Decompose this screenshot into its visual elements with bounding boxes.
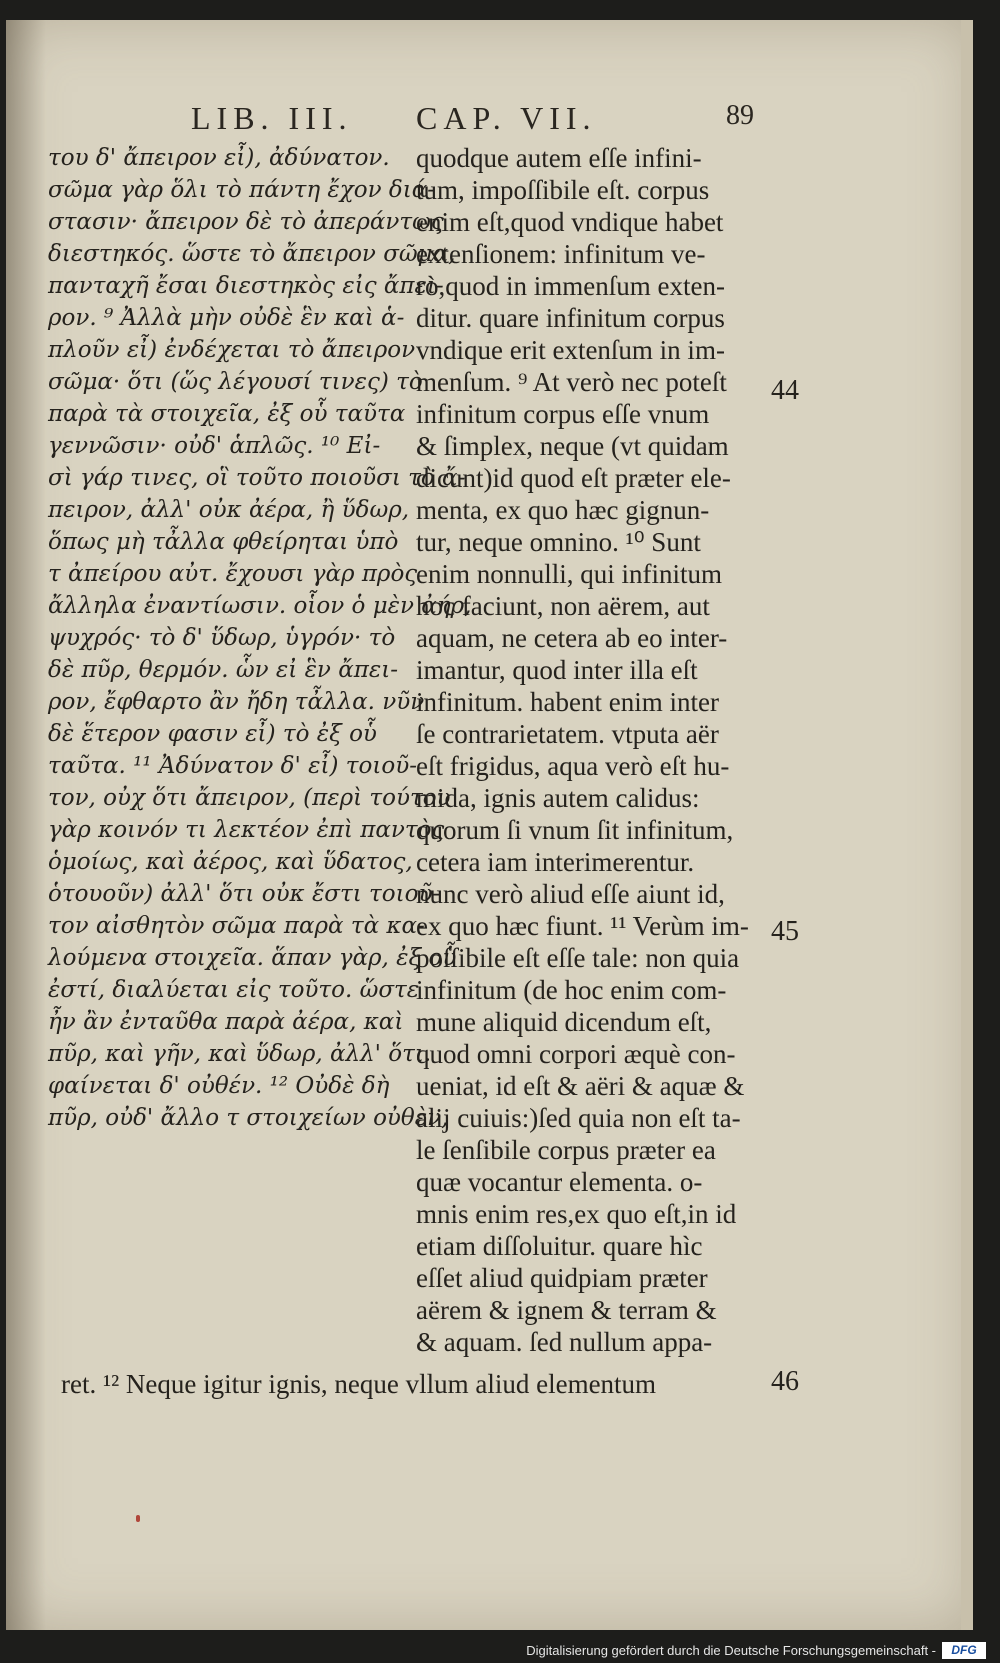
latin-text-line: imantur, quod inter illa eſt bbox=[416, 655, 698, 685]
latin-text-line: menta, ex quo hæc gignun- bbox=[416, 495, 710, 525]
latin-text-line: menſum. ⁹ At verò nec poteſt bbox=[416, 367, 727, 397]
greek-text-line: πλοῦν εἶ) ἐνδέχεται τὸ ἄπειρον bbox=[48, 337, 416, 363]
latin-text-line: le ſenſibile corpus præter ea bbox=[416, 1135, 716, 1165]
greek-text-line: ἦν ἂν ἐνταῦθα παρὰ ἀέρα, καὶ bbox=[48, 1009, 404, 1035]
latin-text-line: ex quo hæc fiunt. ¹¹ Verùm im- bbox=[416, 911, 749, 941]
greek-text-line: ψυχρός· τὸ δ' ὕδωρ, ὑγρόν· τὸ bbox=[48, 625, 396, 651]
latin-text-line: alij cuiuis:)ſed quia non eſt ta- bbox=[416, 1103, 741, 1133]
greek-text-line: γεννῶσιν· οὐδ' ἁπλῶς. ¹⁰ Εἰ- bbox=[48, 433, 381, 459]
latin-text-line: mida, ignis autem calidus: bbox=[416, 783, 700, 813]
latin-text-line: ditur. quare infinitum corpus bbox=[416, 303, 725, 333]
greek-text-line: σὶ γάρ τινες, οἳ τοῦτο ποιοῦσι τὸ ἄ- bbox=[48, 465, 466, 491]
spine-shadow bbox=[6, 20, 46, 1630]
latin-text-line: quorum ſi vnum ſit infinitum, bbox=[416, 815, 734, 845]
latin-text-line: quod omni corpori æquè con- bbox=[416, 1039, 736, 1069]
latin-text-line: vndique erit extenſum in im- bbox=[416, 335, 725, 365]
latin-text-line: tum, impoſſibile eſt. corpus bbox=[416, 175, 710, 205]
latin-text-line: infinitum corpus eſſe vnum bbox=[416, 399, 710, 429]
latin-text-line: poſſibile eſt eſſe tale: non quia bbox=[416, 943, 740, 973]
greek-text-line: του δ' ἄπειρον εἶ), ἀδύνατον. bbox=[48, 145, 390, 171]
greek-text-line: τ ἀπείρου αὐτ. ἔχουσι γὰρ πρὸς bbox=[48, 561, 418, 587]
greek-text-line: ταῦτα. ¹¹ Ἀδύνατον δ' εἶ) τοιοῦ- bbox=[48, 753, 417, 779]
greek-text-line: πῦρ, οὐδ' ἄλλο τ στοιχείων οὐθὲν, bbox=[48, 1105, 449, 1131]
latin-text-line: hoc faciunt, non aërem, aut bbox=[416, 591, 710, 621]
latin-text-line: mune aliquid dicendum eſt, bbox=[416, 1007, 712, 1037]
greek-text-line: ρον, ἔφθαρτο ἂν ἤδη τἆλλα. νῦν bbox=[48, 689, 425, 715]
greek-text-line: λούμενα στοιχεῖα. ἅπαν γὰρ, ἐξ οὗ bbox=[48, 945, 457, 971]
greek-text-line: σῶμα γὰρ ὅλι τὸ πάντη ἔχον διά- bbox=[48, 177, 436, 203]
latin-continuation-line: ret. ¹² Neque igitur ignis, neque vllum aliud elementum bbox=[61, 1369, 657, 1399]
funding-notice: Digitalisierung gefördert durch die Deutsche Forschungsgemeinschaft - bbox=[526, 1643, 936, 1658]
greek-text-line: φαίνεται δ' οὐθέν. ¹² Οὐδὲ δὴ bbox=[48, 1073, 390, 1099]
page-number: 89 bbox=[726, 100, 754, 131]
latin-text-line: etiam diſſoluitur. quare hìc bbox=[416, 1231, 703, 1261]
latin-text-line: extenſionem: infinitum ve- bbox=[416, 239, 706, 269]
greek-text-line: τον, οὐχ ὅτι ἄπειρον, (περὶ τούτου bbox=[48, 785, 451, 811]
latin-text-line: enim nonnulli, qui infinitum bbox=[416, 559, 722, 589]
latin-text-line: quodque autem eſſe infini- bbox=[416, 143, 702, 173]
latin-text-line: cetera iam interimerentur. bbox=[416, 847, 695, 877]
marginal-number: 46 bbox=[771, 1366, 799, 1397]
ink-spot bbox=[136, 1515, 140, 1522]
greek-text-line: σῶμα· ὅτι (ὥς λέγουσί τινες) τὸ bbox=[48, 369, 423, 395]
latin-column bbox=[416, 142, 756, 1358]
latin-text-line: rò,quod in immenſum exten- bbox=[416, 271, 725, 301]
latin-text-line: eſſet aliud quidpiam præter bbox=[416, 1263, 708, 1293]
greek-text-line: πανταχῆ ἔσαι διεστηκὸς εἰς ἄπει- bbox=[48, 273, 444, 299]
greek-text-line: ὅπως μὴ τἆλλα φθείρηται ὑπὸ bbox=[48, 529, 399, 555]
page-edge bbox=[961, 20, 973, 1630]
greek-text-line: τον αἰσθητὸν σῶμα παρὰ τὰ κα- bbox=[48, 913, 425, 939]
latin-text-line: ſe contrarietatem. vtputa aër bbox=[416, 719, 719, 749]
greek-text-line: ὁτουοῦν) ἀλλ' ὅτι οὐκ ἔστι τοιοῦ- bbox=[48, 881, 441, 907]
latin-text-line: & aquam. ſed nullum appa- bbox=[416, 1327, 713, 1357]
latin-text-line: ueniat, id eſt & aëri & aquæ & bbox=[416, 1071, 745, 1101]
greek-text-line: πῦρ, καὶ γῆν, καὶ ὕδωρ, ἀλλ' ὅτι. bbox=[48, 1041, 432, 1067]
greek-text-line: ἄλληλα ἐναντίωσιν. οἷον ὁ μὲν ἀήρ, bbox=[48, 593, 472, 619]
latin-text-line: eſt frigidus, aqua verò eſt hu- bbox=[416, 751, 730, 781]
running-head bbox=[191, 100, 781, 140]
greek-text-line: ρον. ⁹ Ἀλλὰ μὴν οὐδὲ ἓν καὶ ἁ- bbox=[48, 305, 405, 331]
greek-text-line: ὁμοίως, καὶ ἀέρος, καὶ ὕδατος, bbox=[48, 849, 413, 875]
book-page bbox=[6, 20, 973, 1630]
greek-text-line: στασιν· ἄπειρον δὲ τὸ ἀπεράντως bbox=[48, 209, 444, 235]
marginal-number: 45 bbox=[771, 916, 799, 947]
greek-text-line: παρὰ τὰ στοιχεῖα, ἐξ οὗ ταῦτα bbox=[48, 401, 406, 427]
greek-column bbox=[48, 142, 472, 1134]
greek-text-line: ἐστί, διαλύεται εἰς τοῦτο. ὥστε bbox=[48, 977, 420, 1003]
latin-text-line: enim eſt,quod vndique habet bbox=[416, 207, 724, 237]
dfg-logo-icon: DFG bbox=[942, 1642, 986, 1659]
latin-text-line: & ſimplex, neque (vt quidam bbox=[416, 431, 729, 461]
greek-text-line: γὰρ κοινόν τι λεκτέον ἐπὶ παντὸς bbox=[48, 817, 445, 843]
latin-text-line: dicunt)id quod eſt præter ele- bbox=[416, 463, 731, 493]
book-label: LIB. III. bbox=[191, 100, 353, 136]
latin-text-line: infinitum (de hoc enim com- bbox=[416, 975, 727, 1005]
latin-text-line: quæ vocantur elementa. o- bbox=[416, 1167, 703, 1197]
greek-text-line: δὲ πῦρ, θερμόν. ὧν εἰ ἓν ἄπει- bbox=[48, 657, 398, 683]
latin-text-line: aërem & ignem & terram & bbox=[416, 1295, 717, 1325]
footer-bar bbox=[0, 1640, 1000, 1663]
latin-text-line: aquam, ne cetera ab eo inter- bbox=[416, 623, 728, 653]
latin-text-line: nunc verò aliud eſſe aiunt id, bbox=[416, 879, 725, 909]
latin-text-line: mnis enim res,ex quo eſt,in id bbox=[416, 1199, 737, 1229]
latin-text-line: tur, neque omnino. ¹⁰ Sunt bbox=[416, 527, 701, 557]
chapter-label: CAP. VII. bbox=[416, 100, 597, 136]
greek-text-line: πειρον, ἀλλ' οὐκ ἀέρα, ἢ ὕδωρ, bbox=[48, 497, 410, 523]
greek-text-line: διεστηκός. ὥστε τὸ ἄπειρον σῶμα, bbox=[48, 241, 456, 267]
latin-text-line: infinitum. habent enim inter bbox=[416, 687, 719, 717]
marginal-number: 44 bbox=[771, 375, 799, 406]
greek-text-line: δὲ ἕτερον φασιν εἶ) τὸ ἐξ οὗ bbox=[48, 721, 377, 747]
